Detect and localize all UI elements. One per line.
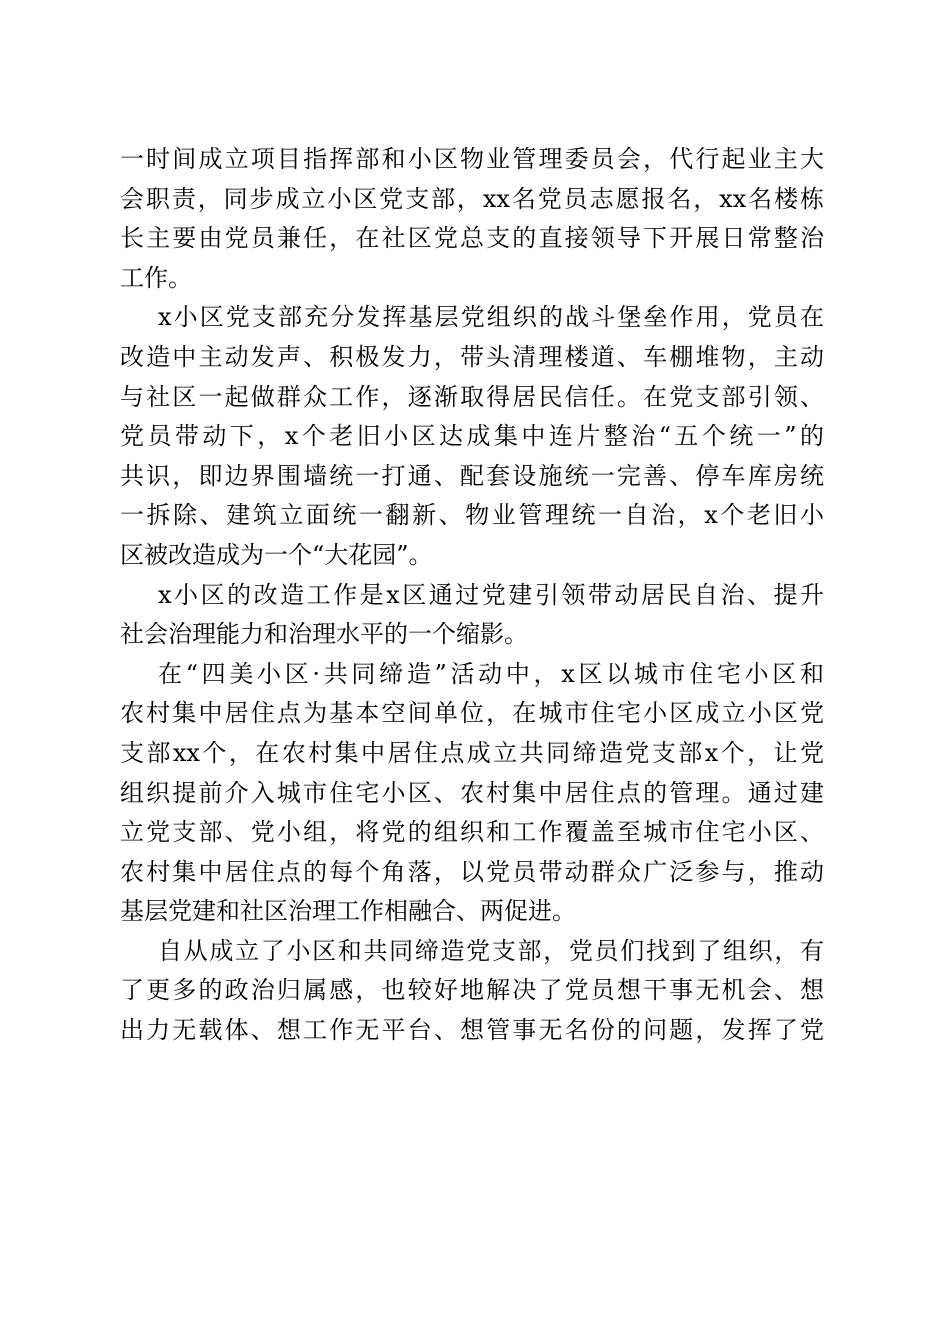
text-line: 党员带动下，x个老旧小区达成集中连片整治“五个统一”的 [120, 422, 824, 451]
text-line: 农村集中居住点为基本空间单位，在城市住宅小区成立小区党 [120, 699, 824, 728]
text-line: 工作。 [120, 263, 192, 292]
paragraph-4 [120, 655, 824, 932]
text-line: 自从成立了小区和共同缔造党支部，党员们找到了组织，有 [158, 936, 824, 965]
text-line: 一时间成立项目指挥部和小区物业管理委员会，代行起业主大 [120, 145, 824, 173]
text-line: 与社区一起做群众工作，逐渐取得居民信任。在党支部引领、 [120, 382, 824, 411]
text-line: 长主要由党员兼任，在社区党总支的直接领导下开展日常整治 [120, 224, 824, 253]
text-line: 基层党建和社区治理工作相融合、两促进。 [120, 897, 576, 926]
text-line: 立党支部、党小组，将党的组织和工作覆盖至城市住宅小区、 [120, 818, 824, 847]
text-line: 一拆除、建筑立面统一翻新、物业管理统一自治，x个老旧小 [120, 501, 824, 530]
paragraph-1 [120, 140, 824, 298]
text-line: 社会治理能力和治理水平的一个缩影。 [120, 620, 528, 649]
text-line: 改造中主动发声、积极发力，带头清理楼道、车棚堆物，主动 [120, 342, 824, 371]
paragraph-5 [120, 932, 824, 1051]
text-line: 在“四美小区·共同缔造”活动中，x区以城市住宅小区和 [158, 659, 824, 688]
text-line: 支部xx个，在农村集中居住点成立共同缔造党支部x个，让党 [120, 738, 824, 767]
paragraph-3 [120, 576, 824, 655]
text-line: 区被改造成为一个“大花园”。 [120, 540, 433, 569]
text-line: 组织提前介入城市住宅小区、农村集中居住点的管理。通过建 [120, 778, 824, 807]
paragraph-2 [120, 298, 824, 575]
text-line: x小区的改造工作是x区通过党建引领带动居民自治、提升 [158, 580, 824, 609]
document-body [120, 140, 824, 1051]
text-line: 了更多的政治归属感，也较好地解决了党员想干事无机会、想 [120, 976, 824, 1005]
text-line: 共识，即边界围墙统一打通、配套设施统一完善、停车库房统 [120, 461, 824, 490]
text-line: 出力无载体、想工作无平台、想管事无名份的问题，发挥了党 [120, 1016, 824, 1045]
text-line: x小区党支部充分发挥基层党组织的战斗堡垒作用，党员在 [158, 303, 824, 332]
text-line: 农村集中居住点的每个角落，以党员带动群众广泛参与，推动 [120, 857, 824, 886]
text-line: 会职责，同步成立小区党支部，xx名党员志愿报名，xx名楼栋 [120, 184, 824, 213]
